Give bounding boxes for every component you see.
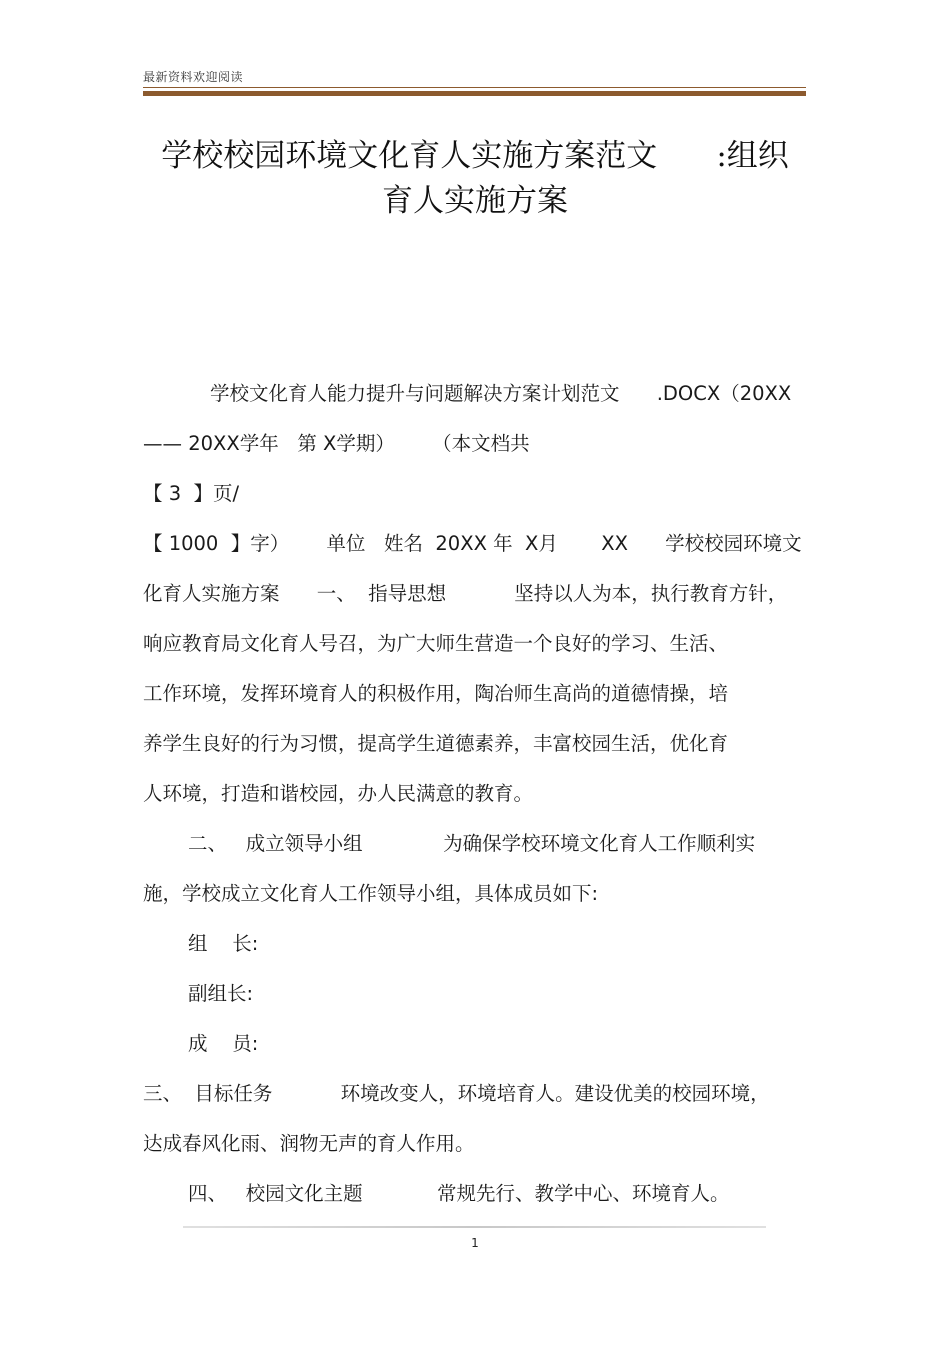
body-line: 达成春风化雨、润物无声的育人作用。 [143,1132,475,1155]
header-rule-thick [143,91,806,96]
body-line: 学校文化育人能力提升与问题解决方案计划范文 .DOCX（20XX [210,382,792,405]
body-line: 四、 校园文化主题 常规先行、教学中心、环境育人。 [188,1182,730,1205]
body-line: 人环境，打造和谐校园，办人民满意的教育。 [143,782,534,805]
document-title-line-2: 育人实施方案 [382,183,568,219]
footer-rule [183,1226,766,1228]
document-title-line-1: 学校校园环境文化育人实施方案范文 :组织 [161,138,789,174]
body-line: 【 3 】页/ [143,482,240,505]
body-line: 工作环境，发挥环境育人的积极作用，陶冶师生高尚的道德情操，培 [143,682,729,705]
body-line: 成 员: [188,1032,259,1055]
body-line: 【 1000 】字） 单位 姓名 20XX 年 X月 XX 学校校园环境文 [143,532,802,555]
body-line: 养学生良好的行为习惯，提高学生道德素养，丰富校园生活，优化育 [143,732,729,755]
body-line: 二、 成立领导小组 为确保学校环境文化育人工作顺利实 [188,832,756,855]
body-line: 副组长: [188,982,254,1005]
body-line: 施，学校成立文化育人工作领导小组，具体成员如下: [143,882,599,905]
header-rule-thin [143,87,806,88]
body-line: 响应教育局文化育人号召，为广大师生营造一个良好的学习、生活、 [143,632,729,655]
body-line: 三、 目标任务 环境改变人，环境培育人。建设优美的校园环境， [143,1082,770,1105]
body-line: —— 20XX学年 第 X学期） （本文档共 [143,432,530,455]
page-number: 1 [471,1236,479,1250]
body-line: 化育人实施方案 一、 指导思想 坚持以人为本，执行教育方针， [143,582,788,605]
body-line: 组 长: [188,932,259,955]
running-header: 最新资料欢迎阅读 [143,70,244,84]
